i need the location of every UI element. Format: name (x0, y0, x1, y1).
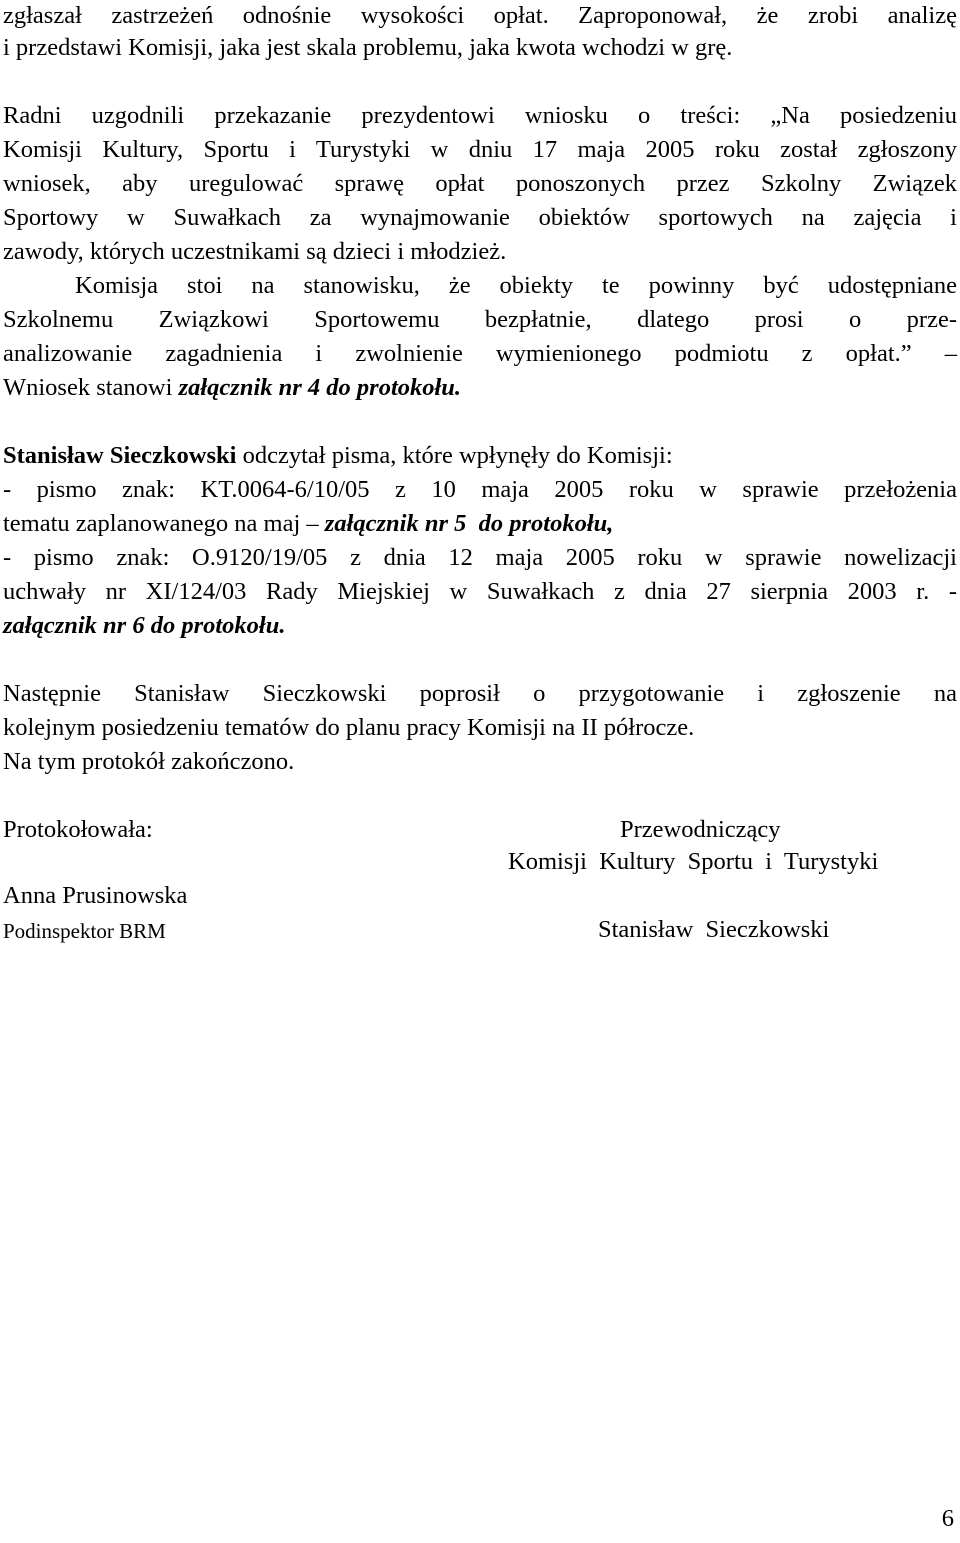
paragraph-line: kolejnym posiedzeniu tematów do planu pracy Komisji na II półrocze. (3, 714, 695, 741)
paragraph-line: Następnie Stanisław Sieczkowski poprosił o przygotowanie i zgłoszenie na (3, 680, 957, 707)
paragraph-line: zgłaszał zastrzeżeń odnośnie wysokości opłat. Zaproponował, że zrobi analizę (3, 2, 957, 29)
paragraph-line: wniosek, aby uregulować sprawę opłat ponoszonych przez Szkolny Związek (3, 170, 957, 197)
paragraph-line (3, 440, 957, 472)
paragraph-line: Sportowy w Suwałkach za wynajmowanie obiektów sportowych na zajęcia i (3, 204, 957, 231)
paragraph-line (3, 508, 957, 540)
paragraph-line: Komisja stoi na stanowisku, że obiekty te powinny być udostępniane (75, 272, 957, 299)
paragraph-line: zawody, których uczestnikami są dzieci i młodzież. (3, 238, 507, 265)
paragraph-line: Radni uzgodnili przekazanie prezydentowi wniosku o treści: „Na posiedzeniu (3, 102, 957, 129)
line-text: tematu zaplanowanego na maj – (3, 510, 325, 537)
line-text: Wniosek stanowi (3, 374, 179, 401)
paragraph-line: Na tym protokół zakończono. (3, 748, 295, 775)
paragraph-line: uchwały nr XI/124/03 Rady Miejskiej w Suwałkach z dnia 27 sierpnia 2003 r. - (3, 578, 957, 605)
signature-left-title: Podinspektor BRM (3, 919, 166, 943)
paragraph-line: analizowanie zagadnienia i zwolnienie wymienionego podmiotu z opłat.” – (3, 340, 957, 367)
signature-right-committee: Komisji Kultury Sportu i Turystyki (508, 848, 879, 875)
attachment-reference: załącznik nr 6 do protokołu. (3, 612, 286, 639)
speaker-name: Stanisław Sieczkowski (3, 442, 237, 469)
paragraph-line: i przedstawi Komisji, jaka jest skala problemu, jaka kwota wchodzi w grę. (3, 34, 733, 61)
attachment-reference: załącznik nr 5 do protokołu, (324, 510, 614, 537)
paragraph-line: Komisji Kultury, Sportu i Turystyki w dniu 17 maja 2005 roku został zgłoszony (3, 136, 957, 163)
paragraph-line: Szkolnemu Związkowi Sportowemu bezpłatnie, dlatego prosi o prze- (3, 306, 957, 333)
paragraph-line (3, 372, 957, 404)
attachment-reference: załącznik nr 4 do protokołu. (178, 374, 462, 401)
signature-left-role: Protokołowała: (3, 816, 153, 843)
signature-right-role: Przewodniczący (620, 816, 781, 843)
signature-left-name: Anna Prusinowska (3, 882, 188, 909)
page-number: 6 (941, 1505, 954, 1532)
signature-right-name: Stanisław Sieczkowski (598, 916, 830, 943)
paragraph-line: - pismo znak: KT.0064-6/10/05 z 10 maja 2005 roku w sprawie przełożenia (3, 476, 957, 503)
paragraph-line: - pismo znak: O.9120/19/05 z dnia 12 maja 2005 roku w sprawie nowelizacji (3, 544, 957, 571)
line-text: odczytał pisma, które wpłynęły do Komisji: (236, 442, 673, 469)
